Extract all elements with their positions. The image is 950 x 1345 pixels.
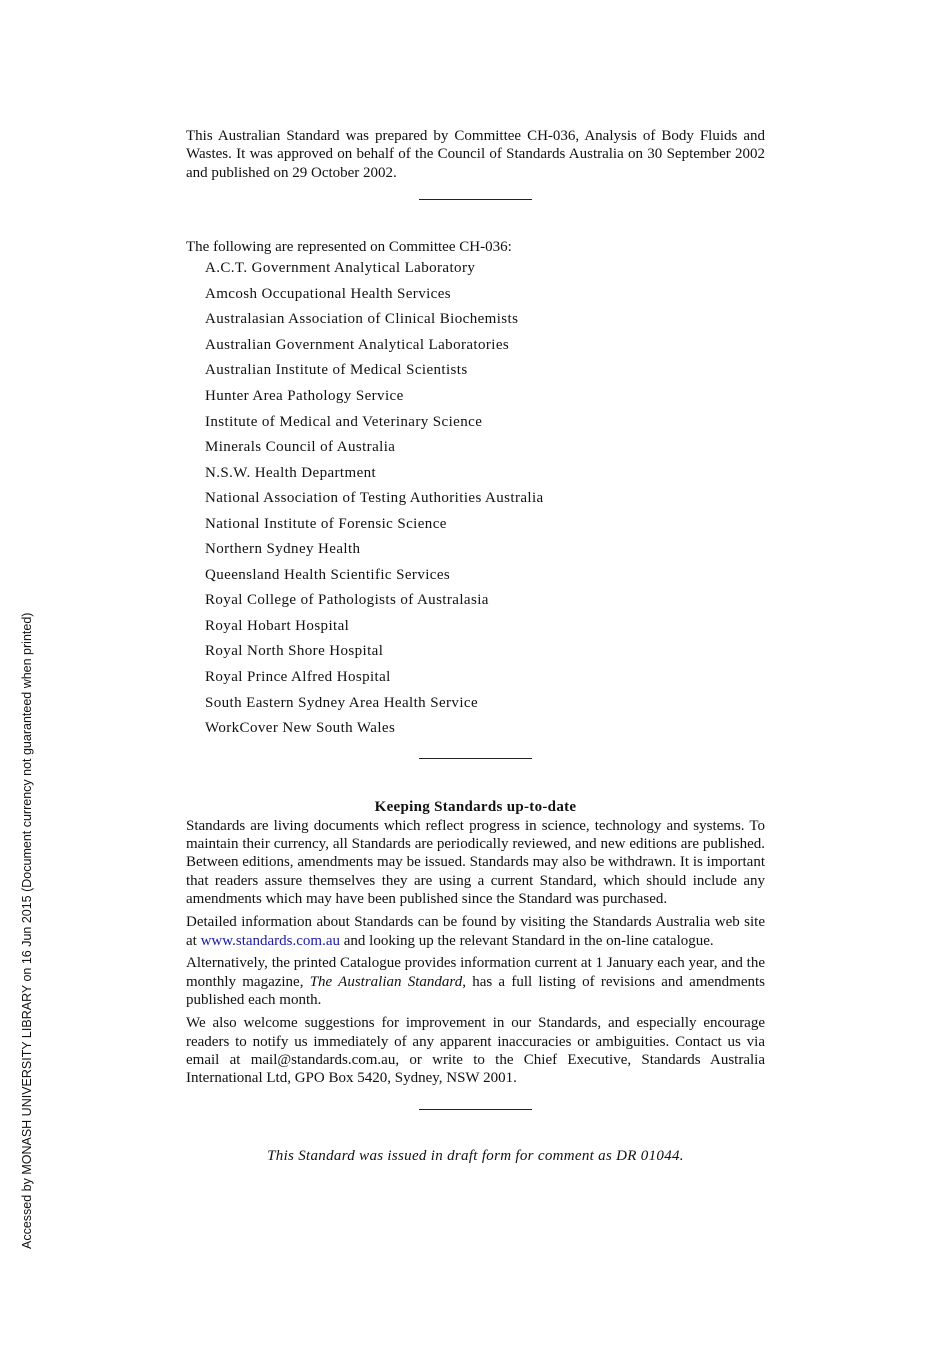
committee-member: Amcosh Occupational Health Services: [205, 285, 452, 302]
magazine-title: The Australian Standard: [309, 973, 463, 990]
committee-member: South Eastern Sydney Area Health Service: [205, 694, 479, 711]
catalogue-text-before: Alternatively, the printed Catalogue provides information current at 1 January each year, and the monthly magazine,: [186, 955, 765, 990]
committee-member: N.S.W. Health Department: [205, 464, 377, 481]
committee-member: Australasian Association of Clinical Biochemists: [205, 311, 519, 328]
section-divider: [419, 758, 532, 759]
committee-member: Royal Hobart Hospital: [205, 617, 350, 634]
committee-member: WorkCover New South Wales: [205, 720, 396, 737]
committee-member: National Institute of Forensic Science: [205, 515, 447, 532]
committee-heading: The following are represented on Committee CH-036:: [186, 239, 512, 256]
committee-member: Minerals Council of Australia: [205, 439, 396, 456]
committee-member: Institute of Medical and Veterinary Science: [205, 413, 483, 430]
committee-member: Queensland Health Scientific Services: [205, 566, 451, 583]
page-content: [186, 127, 765, 1166]
catalogue-text-after: , has a full listing of revisions and amendments published each month.: [186, 973, 765, 1009]
section-divider: [419, 1109, 532, 1110]
committee-member: National Association of Testing Authorities Australia: [205, 490, 544, 507]
committee-member: Northern Sydney Health: [205, 541, 361, 558]
committee-member: A.C.T. Government Analytical Laboratory: [205, 260, 476, 277]
draft-note: This Standard was issued in draft form for comment as DR 01044.: [267, 1147, 684, 1164]
website-text-after: and looking up the relevant Standard in the on-line catalogue.: [340, 932, 714, 949]
keeping-paragraph-contact: We also welcome suggestions for improvement in our Standards, and especially encourage readers to notify us immediately of any apparent inaccuracies or ambiguities. Contact us via email at mail@standards.com.au, or write to the Chief Executive, Standards Australia International Ltd, GPO Box 5420, Sydney, NSW 2001.: [186, 1015, 765, 1087]
committee-member: Royal College of Pathologists of Australasia: [205, 592, 489, 609]
standards-website-link[interactable]: www.standards.com.au: [200, 932, 340, 949]
committee-member: Royal Prince Alfred Hospital: [205, 668, 391, 685]
access-watermark: Accessed by MONASH UNIVERSITY LIBRARY on 16 Jun 2015 (Document currency not guaranteed when printed): [20, 612, 34, 1249]
keeping-paragraph-website: [186, 913, 765, 950]
keeping-paragraph-intro: Standards are living documents which reflect progress in science, technology and systems. To maintain their currency, all Standards are periodically reviewed, and new editions are published. Between editions, amendments may be issued. Standards may also be withdrawn. It is important that readers assure themselves they are using a current Standard, which should include any amendments which may have been published since the Standard was purchased.: [186, 817, 765, 908]
keeping-standards-heading: Keeping Standards up-to-date: [374, 798, 577, 815]
approval-statement: This Australian Standard was prepared by Committee CH-036, Analysis of Body Fluids and Wastes. It was approved on behalf of the Council of Standards Australia on 30 September 2002 and published on 29 October 2002.: [186, 128, 765, 181]
committee-member: Hunter Area Pathology Service: [205, 387, 404, 404]
committee-member: Australian Institute of Medical Scientists: [205, 362, 468, 379]
committee-member: Australian Government Analytical Laboratories: [205, 336, 510, 353]
website-text-before: Detailed information about Standards can be found by visiting the Standards Australia web site at: [186, 914, 765, 949]
committee-member: Royal North Shore Hospital: [205, 643, 384, 660]
keeping-paragraph-catalogue: [186, 954, 765, 1009]
committee-member-list: [186, 256, 765, 741]
section-divider: [419, 199, 532, 200]
